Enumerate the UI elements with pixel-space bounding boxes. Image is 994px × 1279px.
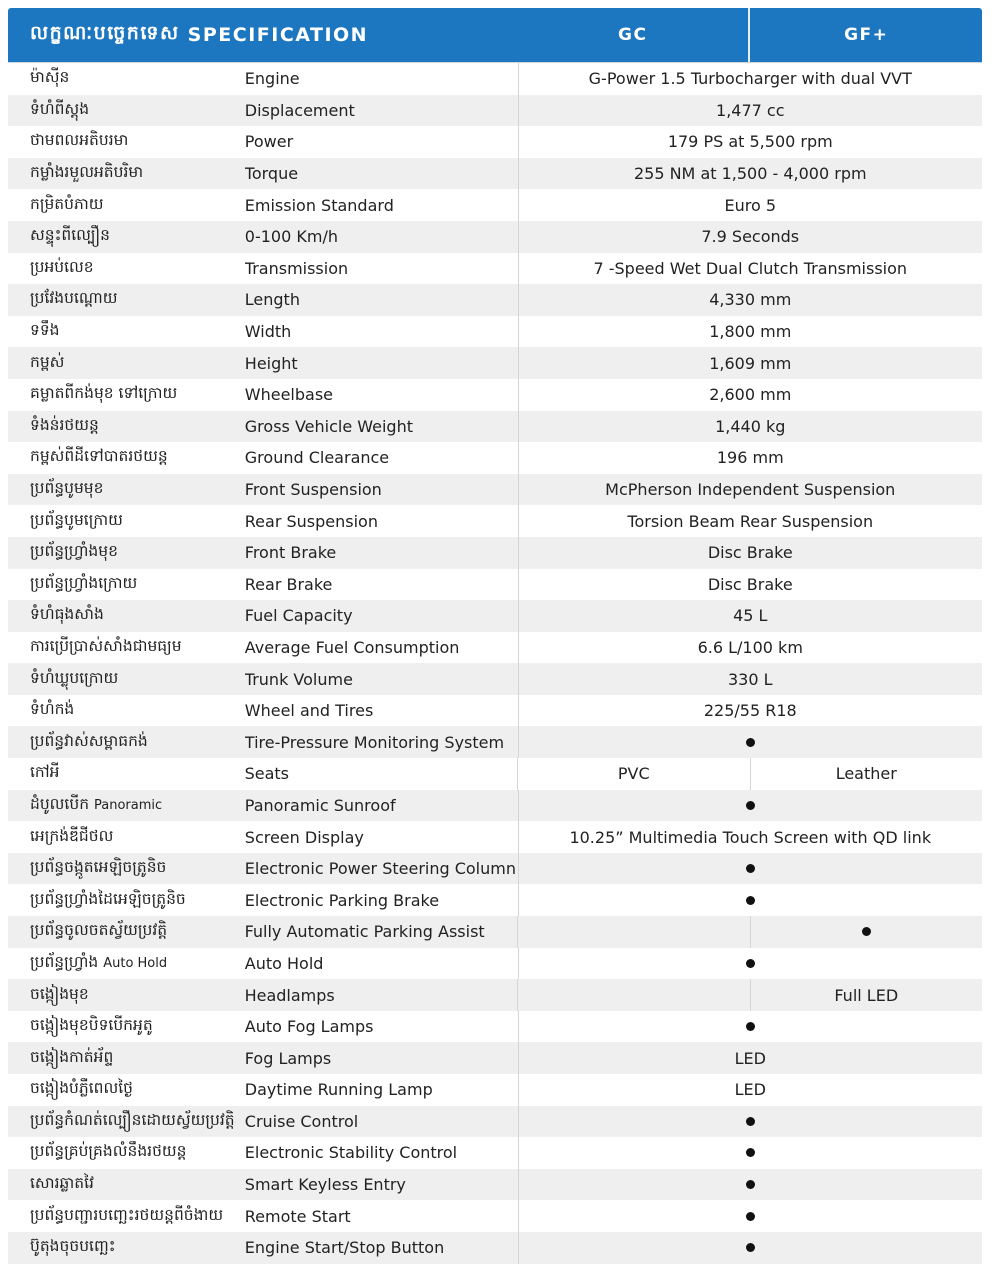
spec-label-kh [8, 162, 245, 185]
spec-label-en: Torque [244, 164, 299, 184]
spec-value [518, 1232, 983, 1264]
spec-row [8, 663, 982, 695]
spec-row [8, 916, 982, 948]
included-dot-icon [746, 738, 755, 747]
spec-value [518, 790, 983, 822]
spec-label-kh [8, 510, 245, 533]
spec-label-kh [8, 130, 245, 153]
included-dot-icon [746, 801, 755, 810]
spec-label-kh-note: Auto Hold [103, 955, 168, 971]
spec-label-kh [8, 99, 245, 122]
spec-label-en: Power [244, 132, 294, 152]
spec-label-en: Tire-Pressure Monitoring System [244, 732, 505, 752]
spec-value [518, 126, 983, 158]
spec-value-text: Disc Brake [707, 543, 793, 563]
spec-label-kh [8, 573, 245, 596]
column-header-gc: GC [517, 8, 751, 62]
spec-label-en: Engine [244, 69, 300, 89]
spec-label-kh [8, 225, 245, 248]
spec-value [518, 158, 983, 190]
spec-value [518, 1200, 983, 1232]
spec-label-kh-text: កម្ពស់ [30, 352, 65, 371]
spec-label-kh [8, 352, 245, 375]
spec-value-text: 6.6 L/100 km [697, 637, 803, 657]
spec-label-kh-text: ប្រអប់លេខ [30, 257, 94, 276]
spec-label-kh [8, 762, 245, 785]
spec-label-en: Remote Start [244, 1206, 351, 1226]
spec-value [518, 316, 983, 348]
spec-label-kh [8, 257, 245, 280]
spec-value-split [517, 916, 982, 948]
spec-value-text: Disc Brake [707, 574, 793, 594]
spec-row [8, 221, 982, 253]
spec-row [8, 632, 982, 664]
spec-label-kh [8, 668, 245, 691]
spec-label-en: Average Fuel Consumption [244, 637, 460, 657]
spec-label-kh [8, 952, 245, 975]
included-dot-icon [746, 896, 755, 905]
spec-row [8, 853, 982, 885]
spec-label-en: Electronic Power Steering Column [244, 859, 516, 879]
spec-row [8, 1106, 982, 1138]
spec-label-en: Screen Display [244, 827, 364, 847]
spec-value [518, 1074, 983, 1106]
spec-value [518, 884, 983, 916]
spec-label-en: Cruise Control [244, 1111, 359, 1131]
spec-label-kh-text: ប្រព័ន្ធបញ្ជារបញ្ឆេះរថយន្តពីចំងាយ [30, 1205, 224, 1224]
spec-label-kh-text: កម្រិតបំភាយ [30, 194, 104, 213]
spec-label-en: Auto Hold [244, 953, 324, 973]
spec-value-text: 225/55 R18 [703, 701, 797, 721]
spec-label-en: Auto Fog Lamps [244, 1017, 374, 1037]
spec-label-kh [8, 478, 245, 501]
included-dot-icon [746, 864, 755, 873]
spec-label-kh-text: ប្រព័ន្ធគ្រប់គ្រងលំនឹងរថយន្ត [30, 1142, 187, 1161]
spec-label-kh [8, 541, 245, 564]
spec-label-kh [8, 1078, 245, 1101]
spec-label-en: Front Suspension [244, 480, 382, 500]
spec-value-gf [751, 758, 983, 790]
spec-value-text: G-Power 1.5 Turbocharger with dual VVT [588, 69, 912, 89]
spec-row [8, 569, 982, 601]
spec-label-en: Engine Start/Stop Button [244, 1238, 445, 1258]
included-dot-icon [746, 1243, 755, 1252]
spec-row [8, 347, 982, 379]
spec-label-en: Rear Brake [244, 574, 333, 594]
spec-label-kh-text: ម៉ាស៊ីន [30, 68, 70, 87]
spec-label-en: Fuel Capacity [244, 606, 353, 626]
spec-label-kh [8, 1015, 245, 1038]
spec-value-text: 10.25” Multimedia Touch Screen with QD link [569, 827, 932, 847]
spec-value [518, 948, 983, 980]
spec-label-kh-text: ទំហំធុងសាំង [30, 605, 104, 624]
spec-value [518, 663, 983, 695]
spec-label-kh-text: ប្រព័ន្ធហ្វ្រាំងដៃអេឡិចត្រូនិច [30, 889, 186, 908]
spec-value-text: Euro 5 [724, 195, 777, 215]
spec-value [518, 1011, 983, 1043]
spec-label-kh-text: កម្ពស់ពីដីទៅបាតរថយន្ត [30, 447, 168, 466]
spec-label-en: Length [244, 290, 300, 310]
spec-label-en: Seats [244, 764, 289, 784]
spec-label-kh-text: ចង្កៀងកាត់អ័ព្ទ [30, 1047, 114, 1066]
spec-label-kh [8, 1110, 245, 1133]
spec-value [518, 474, 983, 506]
spec-value [518, 695, 983, 727]
spec-value-text: 330 L [727, 669, 773, 689]
spec-label-kh-text: ចង្កៀងមុខ [30, 984, 89, 1003]
spec-row [8, 1074, 982, 1106]
spec-label-kh-text: ការប្រើប្រាស់សាំងជាមធ្យម [30, 636, 182, 655]
spec-label-kh-text: ប្រព័ន្ធហ្វ្រាំងមុខ [30, 542, 118, 561]
spec-label-kh [8, 826, 245, 849]
spec-row [8, 126, 982, 158]
spec-label-en: Front Brake [244, 543, 337, 563]
spec-value-text: 4,330 mm [709, 290, 792, 310]
spec-row [8, 253, 982, 285]
spec-row [8, 695, 982, 727]
spec-value-gc [518, 916, 751, 948]
included-dot-icon [746, 1180, 755, 1189]
spec-value [518, 821, 983, 853]
spec-value-text: 7 -Speed Wet Dual Clutch Transmission [593, 258, 908, 278]
spec-row [8, 537, 982, 569]
spec-label-kh [8, 320, 245, 343]
spec-label-kh-text: ប្រព័ន្ធហ្វ្រាំង [30, 952, 99, 971]
spec-label-kh [8, 920, 245, 943]
spec-value-text: 2,600 mm [709, 385, 792, 405]
spec-row [8, 284, 982, 316]
spec-value-text: LED [734, 1080, 766, 1100]
spec-value-gc [518, 979, 751, 1011]
spec-row [8, 442, 982, 474]
spec-value [518, 284, 983, 316]
spec-label-kh-text: ប្រព័ន្ធហ្វ្រាំងក្រោយ [30, 573, 138, 592]
spec-row [8, 948, 982, 980]
spec-title [8, 8, 517, 62]
spec-label-en: 0-100 Km/h [244, 227, 338, 247]
spec-label-en: Trunk Volume [244, 669, 353, 689]
spec-row [8, 884, 982, 916]
spec-value-text: 179 PS at 5,500 rpm [667, 132, 833, 152]
spec-value-text: Torsion Beam Rear Suspension [627, 511, 874, 531]
spec-label-kh-text: ទទឹង [30, 321, 60, 340]
spec-value-gf-text: Full LED [834, 985, 899, 1005]
spec-label-en: Rear Suspension [244, 511, 378, 531]
spec-value-gc-text: PVC [617, 764, 650, 784]
spec-row [8, 474, 982, 506]
spec-row [8, 189, 982, 221]
spec-label-kh-text: ប្រព័ន្ធចង្កូតអេឡិចត្រូនិច [30, 858, 167, 877]
spec-label-kh-text: កៅអី [30, 763, 60, 782]
spec-row [8, 316, 982, 348]
spec-label-kh [8, 1236, 245, 1259]
included-dot-icon [746, 959, 755, 968]
column-header-gf: GF+ [844, 25, 889, 45]
spec-value [518, 600, 983, 632]
spec-label-kh [8, 1141, 245, 1164]
spec-label-kh [8, 1205, 245, 1228]
spec-label-en: Headlamps [244, 985, 335, 1005]
spec-label-en: Electronic Stability Control [244, 1143, 458, 1163]
spec-row [8, 1042, 982, 1074]
spec-sheet [8, 8, 982, 1264]
spec-value [518, 1169, 983, 1201]
spec-value-text: 1,440 kg [715, 416, 786, 436]
spec-value-text: McPherson Independent Suspension [605, 480, 896, 500]
included-dot-icon [746, 1117, 755, 1126]
spec-row [8, 758, 982, 790]
spec-label-en: Panoramic Sunroof [244, 795, 396, 815]
spec-label-kh [8, 889, 245, 912]
spec-row [8, 1137, 982, 1169]
spec-label-kh [8, 288, 245, 311]
spec-title-kh: លក្ខណៈបច្ចេកទេស [30, 22, 180, 44]
spec-label-kh-text: ទំងន់រថយន្ត [30, 415, 99, 434]
spec-label-en: Smart Keyless Entry [244, 1175, 406, 1195]
spec-value [518, 569, 983, 601]
spec-label-kh [8, 415, 245, 438]
spec-rows [8, 62, 982, 1264]
spec-row [8, 95, 982, 127]
spec-value-text: 255 NM at 1,500 - 4,000 rpm [633, 164, 867, 184]
spec-row [8, 505, 982, 537]
spec-label-kh-text: ប្រព័ន្ធបូមក្រោយ [30, 510, 123, 529]
spec-value [518, 221, 983, 253]
spec-value-gf [751, 979, 983, 1011]
spec-value-gf-text: Leather [835, 764, 897, 784]
spec-label-kh [8, 794, 245, 817]
spec-label-kh-text: កម្លាំងរមួលអតិបរិមា [30, 163, 144, 182]
spec-label-kh [8, 636, 245, 659]
spec-label-kh [8, 984, 245, 1007]
spec-label-kh [8, 604, 245, 627]
spec-value [518, 379, 983, 411]
spec-value-text: LED [734, 1048, 766, 1068]
spec-value-gf [751, 916, 983, 948]
spec-label-kh [8, 857, 245, 880]
spec-label-kh [8, 1173, 245, 1196]
spec-label-kh-text: ទំហំពីស្តុង [30, 99, 90, 118]
spec-row [8, 411, 982, 443]
spec-value [518, 726, 983, 758]
spec-label-kh [8, 446, 245, 469]
spec-value-text: 1,477 cc [716, 100, 785, 120]
spec-row [8, 821, 982, 853]
spec-label-kh-text: ចង្កៀងបំភ្លឺពេលថ្ងៃ [30, 1079, 134, 1098]
spec-row [8, 600, 982, 632]
spec-value [518, 63, 983, 95]
spec-label-en: Ground Clearance [244, 448, 390, 468]
spec-header [8, 8, 982, 62]
spec-label-kh-text: គម្លាតពីកង់មុខ ទៅក្រោយ [30, 384, 178, 403]
spec-value [518, 442, 983, 474]
spec-value [518, 189, 983, 221]
included-dot-icon [862, 927, 871, 936]
spec-row [8, 1200, 982, 1232]
spec-label-kh-text: ទំហំឃ្លុបក្រោយ [30, 668, 119, 687]
spec-row [8, 790, 982, 822]
spec-value [518, 632, 983, 664]
spec-value-split [517, 758, 982, 790]
spec-label-kh-note: Panoramic [93, 797, 163, 813]
spec-title-en: SPECIFICATION [187, 24, 369, 46]
spec-value [518, 1106, 983, 1138]
spec-value-text: 45 L [733, 606, 768, 626]
spec-label-kh-text: ប្រវែងបណ្តោយ [30, 289, 118, 308]
spec-label-en: Transmission [244, 258, 349, 278]
spec-label-kh [8, 194, 245, 217]
spec-label-kh-text: ដំបូលបើក [30, 794, 90, 813]
spec-label-kh-text: អេក្រង់ឌីជីថល [30, 826, 114, 845]
spec-label-kh [8, 731, 245, 754]
spec-label-kh [8, 383, 245, 406]
included-dot-icon [746, 1212, 755, 1221]
spec-row [8, 1169, 982, 1201]
spec-label-kh-text: ប្រព័ន្ធកំណត់ល្បឿនដោយស្វ័យប្រវត្តិ [30, 1110, 235, 1129]
spec-label-kh-text: ប៊ូតុងចុចបញ្ឆេះ [30, 1237, 116, 1256]
spec-value-text: 1,609 mm [709, 353, 792, 373]
spec-label-en: Electronic Parking Brake [244, 890, 440, 910]
spec-value-text: 196 mm [716, 448, 784, 468]
spec-label-en: Gross Vehicle Weight [244, 416, 413, 436]
spec-row [8, 158, 982, 190]
spec-label-kh [8, 1047, 245, 1070]
spec-value [518, 1137, 983, 1169]
spec-label-en: Height [244, 353, 298, 373]
spec-label-kh-text: សន្ទុះពីល្បឿន [30, 226, 110, 245]
spec-value [518, 537, 983, 569]
included-dot-icon [746, 1022, 755, 1031]
spec-label-kh-text: ថាមពលអតិបរមា [30, 131, 129, 150]
spec-value [518, 253, 983, 285]
spec-value-split [517, 979, 982, 1011]
spec-label-en: Fully Automatic Parking Assist [244, 922, 485, 942]
spec-row [8, 726, 982, 758]
spec-label-kh-text: ប្រព័ន្ធចូលចតស្វ័យប្រវត្តិ [30, 921, 168, 940]
spec-value-gc [518, 758, 751, 790]
spec-value [518, 853, 983, 885]
spec-value-text: 1,800 mm [709, 322, 792, 342]
spec-label-kh [8, 67, 245, 90]
spec-label-kh-text: សោរឆ្លាតវៃ [30, 1174, 94, 1193]
spec-value [518, 505, 983, 537]
spec-label-en: Fog Lamps [244, 1048, 332, 1068]
spec-row [8, 379, 982, 411]
spec-value [518, 95, 983, 127]
spec-label-kh-text: ទំហំកង់ [30, 700, 75, 719]
spec-label-en: Emission Standard [244, 195, 394, 215]
spec-label-en: Displacement [244, 100, 355, 120]
spec-value [518, 1042, 983, 1074]
spec-row [8, 1011, 982, 1043]
spec-label-en: Wheelbase [244, 385, 334, 405]
spec-label-kh [8, 699, 245, 722]
spec-value [518, 347, 983, 379]
spec-label-en: Wheel and Tires [244, 701, 374, 721]
spec-label-kh-text: ចង្កៀងមុខបិទបើកអូតូ [30, 1016, 153, 1035]
included-dot-icon [746, 1148, 755, 1157]
spec-label-en: Width [244, 322, 292, 342]
spec-row [8, 63, 982, 95]
spec-row [8, 979, 982, 1011]
spec-label-kh-text: ប្រព័ន្ធវាស់សម្ពាធកង់ [30, 731, 148, 750]
spec-label-en: Daytime Running Lamp [244, 1080, 433, 1100]
spec-value-text: 7.9 Seconds [701, 227, 800, 247]
spec-row [8, 1232, 982, 1264]
spec-value [518, 411, 983, 443]
spec-label-kh-text: ប្រព័ន្ធបូមមុខ [30, 479, 104, 498]
